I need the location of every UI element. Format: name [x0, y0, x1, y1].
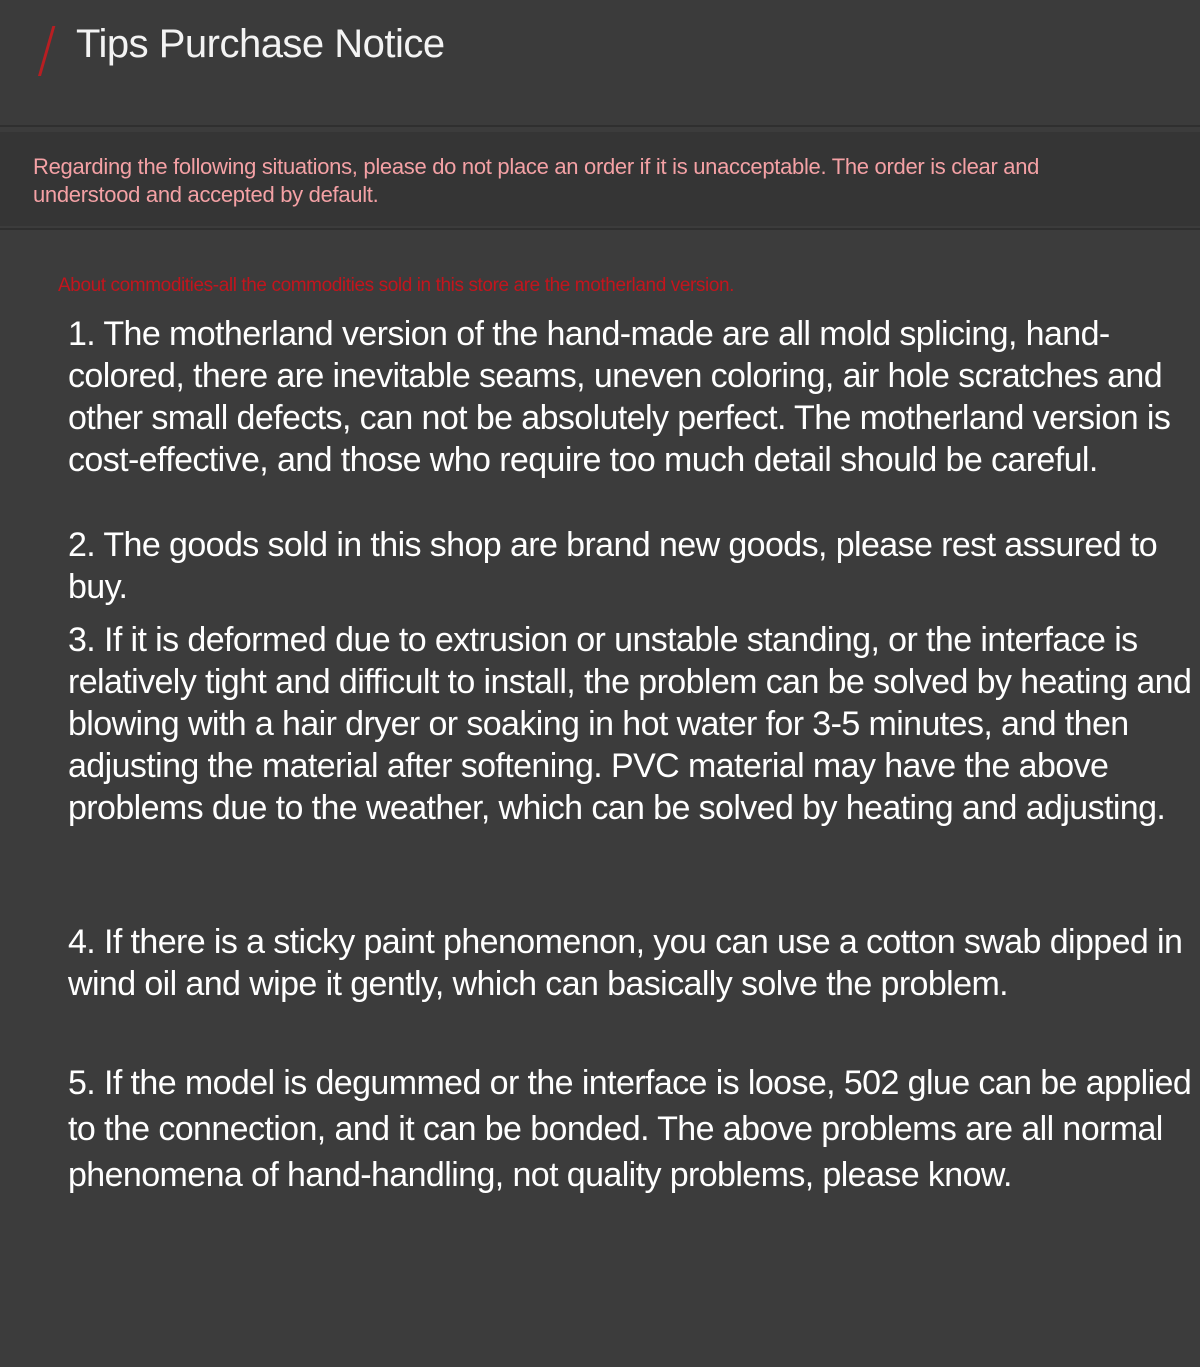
list-item: 4. If there is a sticky paint phenomenon, you can use a cotton swab dipped in wind oil and wipe it gently, which can basically solve the problem.: [68, 923, 1183, 1003]
page-title: Tips Purchase Notice: [76, 22, 445, 66]
notice-divider: [0, 228, 1200, 230]
list-item: 5. If the model is degummed or the interface is loose, 502 glue can be applied to the connection, and it can be bonded. The above problems are all normal phenomena of hand-handling, not quality problems, please know.: [68, 1064, 1192, 1194]
header-divider: [0, 125, 1200, 127]
section-heading: About commodities-all the commodities sold in this store are the motherland version.: [58, 275, 735, 296]
purchase-notice-text: Regarding the following situations, please do not place an order if it is unacceptable. The order is clear and understood and accepted by default.: [33, 154, 1040, 207]
list-item: 3. If it is deformed due to extrusion or unstable standing, or the interface is relatively tight and difficult to install, the problem can be solved by heating and blowing with a hair dryer or soaking in hot water for 3-5 minutes, and then adjusting the material after softening. PVC material may have the above problems due to the weather, which can be solved by heating and adjusting.: [68, 621, 1192, 827]
list-item: 2. The goods sold in this shop are brand new goods, please rest assured to buy.: [68, 526, 1158, 606]
title-slash-accent: [38, 26, 55, 76]
purchase-notice-banner: [0, 132, 1200, 226]
list-item: 1. The motherland version of the hand-made are all mold splicing, hand-colored, there are inevitable seams, uneven coloring, air hole scratches and other small defects, can not be absolutely perfect. The motherland version is cost-effective, and those who require too much detail should be careful.: [68, 315, 1171, 479]
header-bar: [0, 0, 1200, 125]
